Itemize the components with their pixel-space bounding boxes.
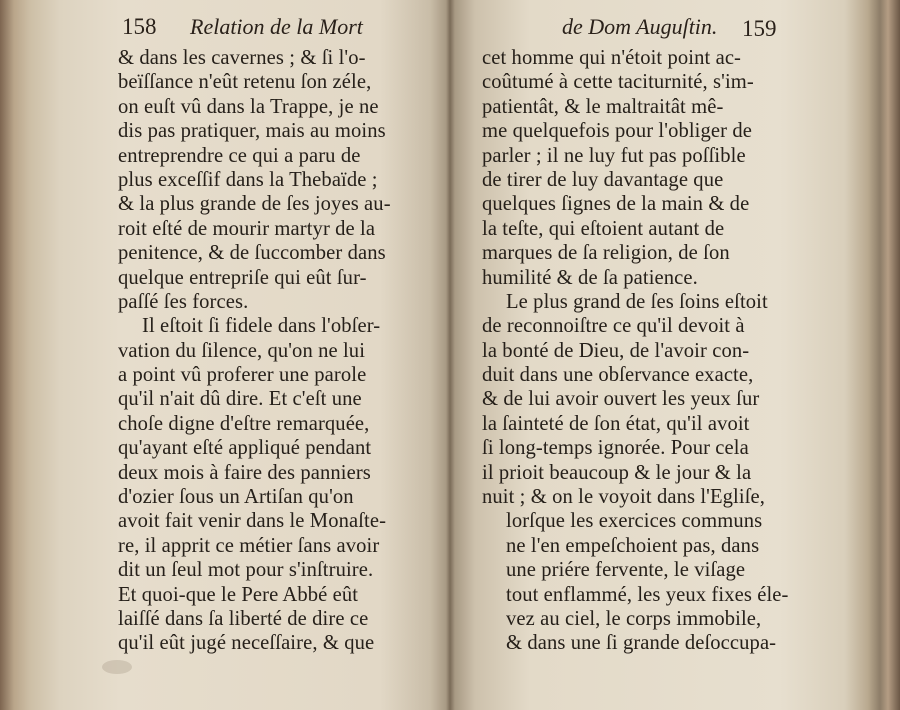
text-line: avoit fait venir dans le Monaſte- xyxy=(118,510,387,533)
text-line: lorſque les exercices communs xyxy=(506,510,763,533)
text-line: vez au ciel, le corps immobile, xyxy=(506,607,762,630)
left-page-text xyxy=(118,46,442,656)
text-line: Le plus grand de ſes ſoins eſtoit xyxy=(506,290,768,313)
text-line: une priére fervente, le viſage xyxy=(506,559,746,582)
text-line: qu'ayant eſté appliqué pendant xyxy=(118,437,372,460)
text-line: & dans les cavernes ; & ſi l'o- xyxy=(118,47,366,69)
text-line: quelques ſignes de la main & de xyxy=(482,193,750,216)
text-line: roit eſté de mourir martyr de la xyxy=(118,217,376,240)
text-line: penitence, & de ſuccomber dans xyxy=(118,242,386,265)
text-line: cet homme qui n'étoit point ac- xyxy=(482,47,742,69)
text-line: Et quoi-que le Pere Abbé eût xyxy=(118,583,359,606)
right-page-text xyxy=(482,46,812,656)
text-line: duit dans une obſervance exacte, xyxy=(482,364,754,387)
text-line: laiſſé dans ſa liberté de dire ce xyxy=(118,607,369,630)
text-line: on euſt vû dans la Trappe, je ne xyxy=(118,95,379,118)
text-line: ne l'en empeſchoient pas, dans xyxy=(506,534,760,557)
text-line: coûtumé à cette taciturnité, s'im- xyxy=(482,71,754,94)
text-line: parler ; il ne luy fut pas poſſible xyxy=(482,144,746,167)
text-line: la bonté de Dieu, de l'avoir con- xyxy=(482,339,750,362)
text-line: marques de ſa religion, de ſon xyxy=(482,242,730,265)
text-line: nuit ; & on le voyoit dans l'Egliſe, xyxy=(482,486,766,509)
text-line: a point vû proferer une parole xyxy=(118,364,367,387)
right-page xyxy=(452,0,870,700)
text-line: de reconnoiſtre ce qu'il devoit à xyxy=(482,315,745,338)
text-line: quelque entrepriſe qui eût ſur- xyxy=(118,266,367,289)
text-line: re, il apprit ce métier ſans avoir xyxy=(118,534,380,557)
text-line: & de lui avoir ouvert les yeux ſur xyxy=(482,388,760,411)
text-line: paſſé ſes forces. xyxy=(118,290,249,313)
text-line: dis pas pratiquer, mais au moins xyxy=(118,120,386,143)
text-line: la ſainteté de ſon état, qu'il avoit xyxy=(482,412,750,435)
left-page xyxy=(22,0,447,700)
running-title: Relation de la Mort xyxy=(190,14,363,39)
text-line: qu'il eût jugé neceſſaire, & que xyxy=(118,632,375,655)
text-line: beïſſance n'eût retenu ſon zéle, xyxy=(118,71,372,94)
text-line: & la plus grande de ſes joyes au- xyxy=(118,193,391,216)
text-line: qu'il n'ait dû dire. Et c'eſt une xyxy=(118,388,362,411)
text-line: dit un ſeul mot pour s'inſtruire. xyxy=(118,559,374,582)
page-number: 159 xyxy=(742,16,777,41)
text-line: plus exceſſif dans la Thebaïde ; xyxy=(118,168,378,191)
text-line: humilité & de ſa patience. xyxy=(482,266,698,289)
running-title: de Dom Auguſtin. xyxy=(562,14,718,39)
text-line: me quelquefois pour l'obliger de xyxy=(482,120,752,143)
text-line: vation du ſilence, qu'on ne lui xyxy=(118,339,366,362)
text-line: choſe digne d'eſtre remarquée, xyxy=(118,412,370,435)
text-line: & dans une ſi grande deſoccupa- xyxy=(506,632,777,655)
text-line: la teſte, qui eſtoient autant de xyxy=(482,217,725,240)
page-number: 158 xyxy=(122,14,157,39)
text-line: deux mois à faire des panniers xyxy=(118,461,371,484)
text-line: il prioit beaucoup & le jour & la xyxy=(482,461,752,484)
text-line: tout enflammé, les yeux fixes éle- xyxy=(506,583,789,606)
text-line: d'ozier ſous un Artiſan qu'on xyxy=(118,486,354,509)
text-line: Il eſtoit ſi fidele dans l'obſer- xyxy=(142,315,381,338)
text-line: ſi long-temps ignorée. Pour cela xyxy=(482,437,749,460)
text-line: de tirer de luy davantage que xyxy=(482,168,724,191)
paper-stain xyxy=(102,660,132,674)
text-line: patientât, & le maltraitât mê- xyxy=(482,95,724,118)
text-line: entreprendre ce qui a paru de xyxy=(118,144,361,167)
